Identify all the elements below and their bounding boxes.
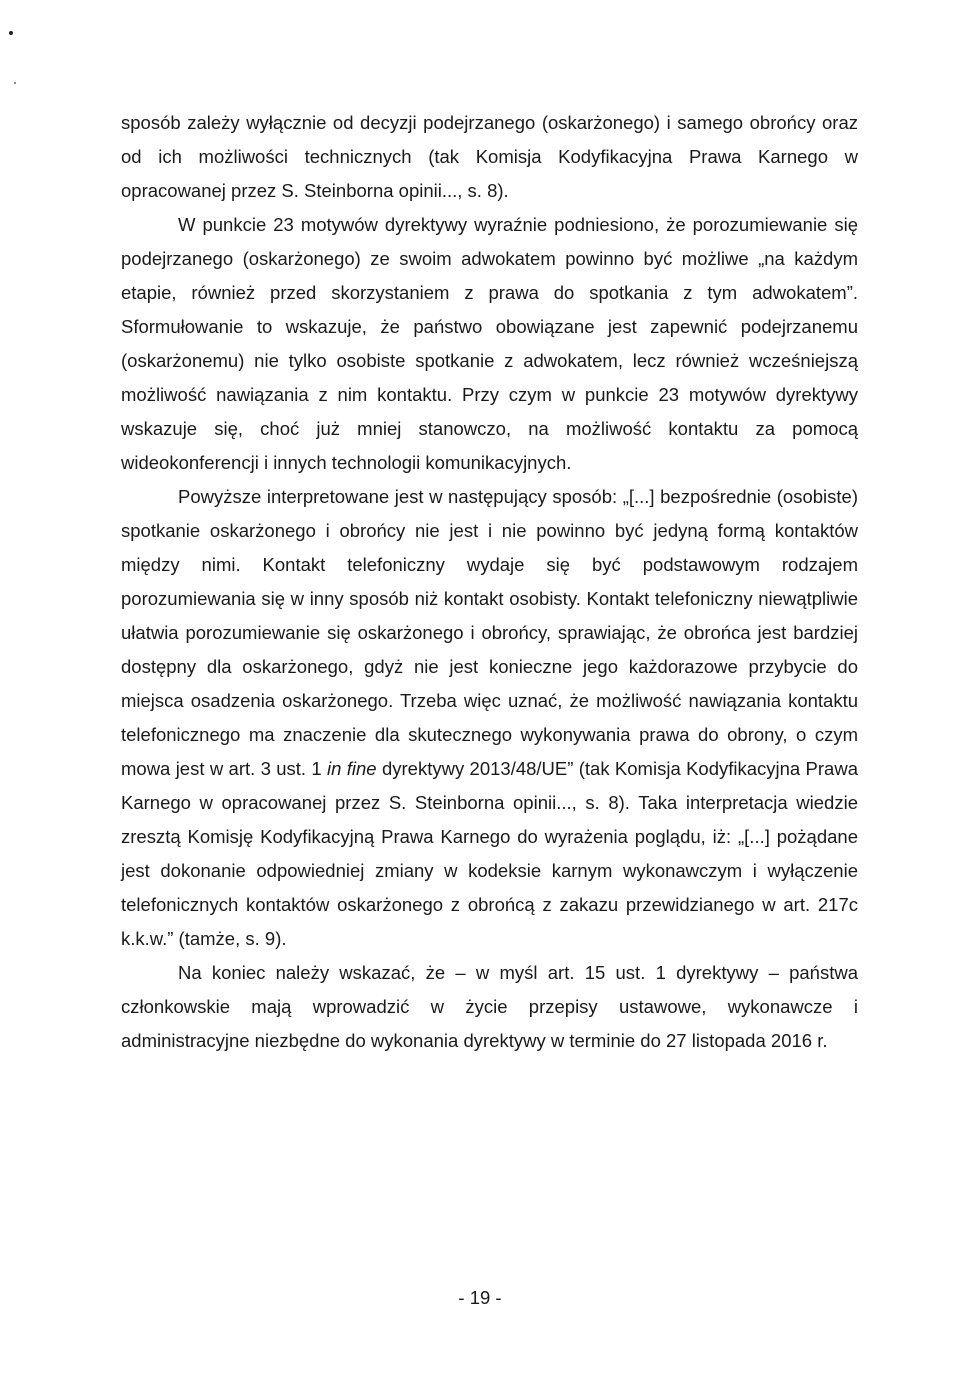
paragraph-continuation [121,106,858,208]
paragraph-text-italic: in fine [327,758,377,779]
document-body [121,106,858,1058]
scan-speck [9,31,13,35]
paragraph-recital-23 [121,208,858,480]
paragraph-text: Powyższe interpretowane jest w następujący sposób: „[...] bezpośrednie (osobiste) spotkanie oskarżonego i obrońcy nie jest i nie powinno być jedyną formą kontaktów między nimi. Kontakt telefoniczny wydaje się być podstawowym rodzajem porozumiewania się w inny sposób niż kontakt osobisty. Kontakt telefoniczny niewątpliwie ułatwia porozumiewanie się oskarżonego i obrońcy, sprawiając, że obrońca jest bardziej dostępny dla oskarżonego, gdyż nie jest konieczne jego każdorazowe przybycie do miejsca osadzenia oskarżonego. Trzeba więc uznać, że możliwość nawiązania kontaktu telefonicznego ma znaczenie dla skutecznego wykonywania prawa do obrony, o czym mowa jest w art. 3 ust. 1 [121,486,858,779]
paragraph-text: Na koniec należy wskazać, że – w myśl art. 15 ust. 1 dyrektywy – państwa członkowskie mają wprowadzić w życie przepisy ustawowe, wykonawcze i administracyjne niezbędne do wykonania dyrektywy w terminie do 27 listopada 2016 r. [121,962,858,1051]
paragraph-text: W punkcie 23 motywów dyrektywy wyraźnie podniesiono, że porozumiewanie się podejrzanego (oskarżonego) ze swoim adwokatem powinno być możliwe „na każdym etapie, również przed skorzystaniem z prawa do spotkania z tym adwokatem”. Sformułowanie to wskazuje, że państwo obowiązane jest zapewnić podejrzanemu (oskarżonemu) nie tylko osobiste spotkanie z adwokatem, lecz również wcześniejszą możliwość nawiązania z nim kontaktu. Przy czym w punkcie 23 motywów dyrektywy wskazuje się, choć już mniej stanowczo, na możliwość kontaktu za pomocą wideokonferencji i innych technologii komunikacyjnych. [121,214,858,473]
scan-speck [14,82,16,84]
page-number: - 19 - [458,1287,502,1308]
paragraph-interpretation [121,480,858,956]
paragraph-text: dyrektywy 2013/48/UE” (tak Komisja Kodyfikacyjna Prawa Karnego w opracowanej przez S. Steinborna opinii..., s. 8). Taka interpretacja wiedzie zresztą Komisję Kodyfikacyjną Prawa Karnego do wyrażenia poglądu, iż: „[...] pożądane jest dokonanie odpowiedniej zmiany w kodeksie karnym wykonawczym i wyłączenie telefonicznych kontaktów oskarżonego z obrońcą z zakazu przewidzianego w art. 217c k.k.w.” (tamże, s. 9). [121,758,858,949]
paragraph-text: sposób zależy wyłącznie od decyzji podejrzanego (oskarżonego) i samego obrońcy oraz od ich możliwości technicznych (tak Komisja Kodyfikacyjna Prawa Karnego w opracowanej przez S. Steinborna opinii..., s. 8). [121,112,858,201]
paragraph-conclusion [121,956,858,1058]
